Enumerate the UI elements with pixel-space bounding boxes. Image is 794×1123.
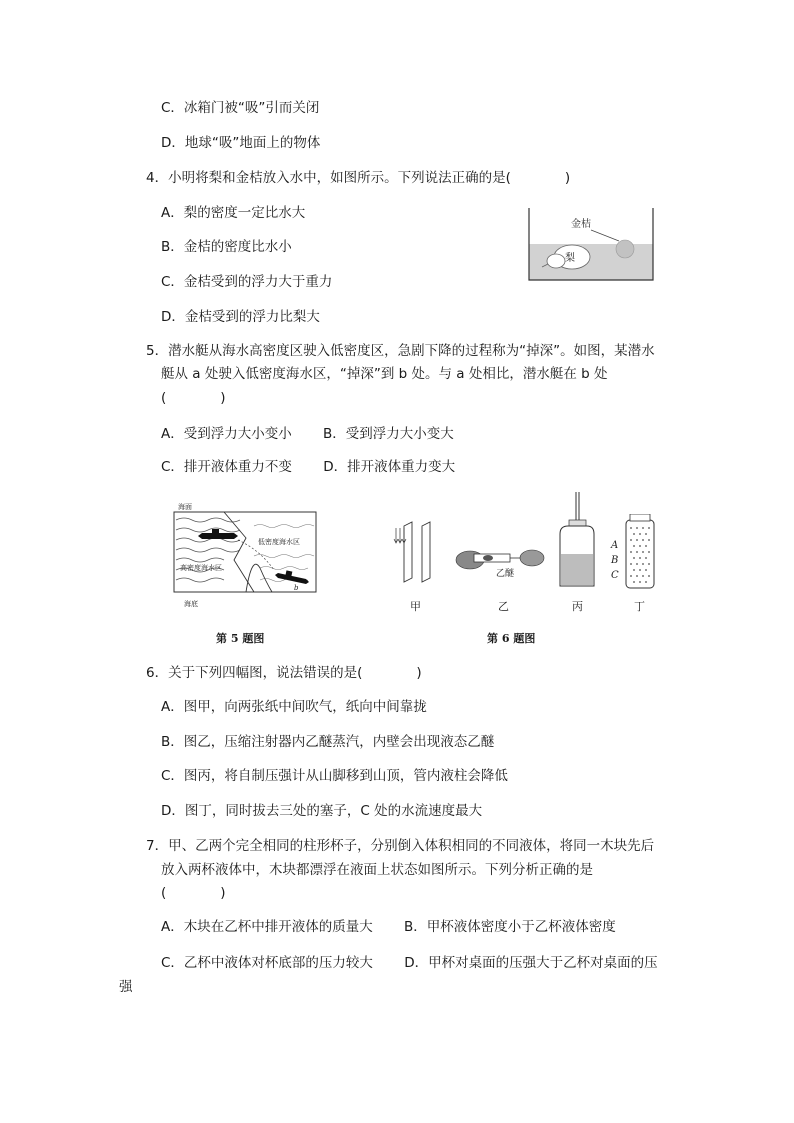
q6-figure-yi-syringe	[452, 540, 548, 580]
q7-stem-line2: 放入两杯液体中，木块都漂浮在液面上状态如图所示。下列分析正确的是	[161, 862, 593, 878]
airflow-arrows	[394, 528, 406, 543]
pear-label: 梨	[565, 253, 575, 264]
q7-options-cd: C．乙杯中液体对杯底部的压力较大 D．甲杯对桌面的压强大于乙杯对桌面的压	[161, 955, 658, 971]
bottle-cap	[630, 514, 650, 521]
q6-figure-caption: 第 6 题图	[487, 632, 536, 645]
hole-a-label: A	[611, 540, 619, 551]
paper-right	[422, 522, 430, 582]
seabed-rock	[246, 564, 272, 592]
q4-option-a: A．梨的密度一定比水大	[161, 205, 306, 221]
hole-b-label: B	[611, 555, 619, 566]
q6-option-a: A．图甲，向两张纸中间吹气，纸向中间靠拢	[161, 699, 427, 715]
q3-option-d: D．地球“吸”地面上的物体	[161, 135, 321, 151]
point-b-label: b	[294, 584, 299, 592]
q6-label-yi: 乙	[498, 600, 509, 613]
kumquat-pointer	[591, 230, 619, 241]
sea-surface-label: 海面	[178, 503, 192, 511]
point-a-label: a	[216, 538, 221, 546]
low-density-label: 低密度海水区	[258, 538, 300, 546]
q5-stem-line1: 5．潜水艇从海水高密度区驶入低密度区，急剧下降的过程称为“掉深”。如图，某潜水	[146, 343, 655, 359]
q6-figure-bing-barometer	[554, 492, 600, 590]
kumquat-label: 金桔	[571, 219, 591, 230]
q5-stem-line2: 艇从 a 处驶入低密度海水区，“掉深”到 b 处。与 a 处相比，潜水艇在 b 处	[161, 366, 608, 382]
q4-stem: 4．小明将梨和金桔放入水中，如图所示。下列说法正确的是( )	[146, 170, 571, 186]
q7-stem-line3: ( )	[161, 885, 226, 901]
q5-options-cd: C．排开液体重力不变 D．排开液体重力变大	[161, 459, 456, 475]
hole-c-label: C	[611, 570, 619, 581]
water-bottle	[626, 520, 654, 588]
hand-right	[520, 550, 544, 566]
submarine-b	[275, 573, 309, 584]
q5-figure-submarine	[168, 498, 320, 614]
q3-option-c: C．冰箱门被“吸”引而关闭	[161, 100, 320, 116]
kumquat-shape	[616, 240, 634, 258]
stopper	[569, 520, 586, 526]
q6-stem: 6．关于下列四幅图，说法错误的是( )	[146, 665, 422, 681]
high-density-label: 高密度海水区	[180, 564, 222, 572]
q5-figure-caption: 第 5 题图	[216, 632, 265, 645]
q4-figure-beaker	[526, 206, 656, 282]
q5-stem-line3: ( )	[161, 390, 226, 406]
q6-figure-jia-papers	[390, 520, 438, 588]
q7-options-cd-wrap: 强	[119, 979, 133, 995]
ether-label: 乙醚	[496, 569, 515, 579]
seabed-label: 海底	[184, 600, 198, 608]
q4-option-d: D．金桔受到的浮力比梨大	[161, 309, 320, 325]
q6-label-jia: 甲	[410, 600, 421, 613]
q6-label-bing: 丙	[572, 600, 583, 613]
high-density-waves	[176, 518, 240, 582]
low-density-waves	[254, 525, 314, 582]
q6-option-d: D．图丁，同时拔去三处的塞子，C 处的水流速度最大	[161, 803, 483, 819]
paper-left	[404, 522, 412, 582]
q4-option-c: C．金桔受到的浮力大于重力	[161, 274, 333, 290]
q7-options-ab: A．木块在乙杯中排开液体的质量大 B．甲杯液体密度小于乙杯液体密度	[161, 919, 616, 935]
q5-options-ab: A．受到浮力大小变小 B．受到浮力大小变大	[161, 426, 454, 442]
q7-stem-line1: 7．甲、乙两个完全相同的柱形杯子，分别倒入体积相同的不同液体，将同一木块先后	[146, 838, 655, 854]
bottle-water	[561, 554, 593, 585]
q6-figure-ding-bottle	[608, 514, 660, 590]
q6-label-ding: 丁	[634, 600, 645, 613]
density-boundary	[224, 512, 254, 592]
q4-option-b: B．金桔的密度比水小	[161, 239, 292, 255]
q6-option-c: C．图丙，将自制压强计从山脚移到山顶，管内液柱会降低	[161, 768, 508, 784]
q6-option-b: B．图乙，压缩注射器内乙醚蒸汽，内壁会出现液态乙醚	[161, 734, 495, 750]
